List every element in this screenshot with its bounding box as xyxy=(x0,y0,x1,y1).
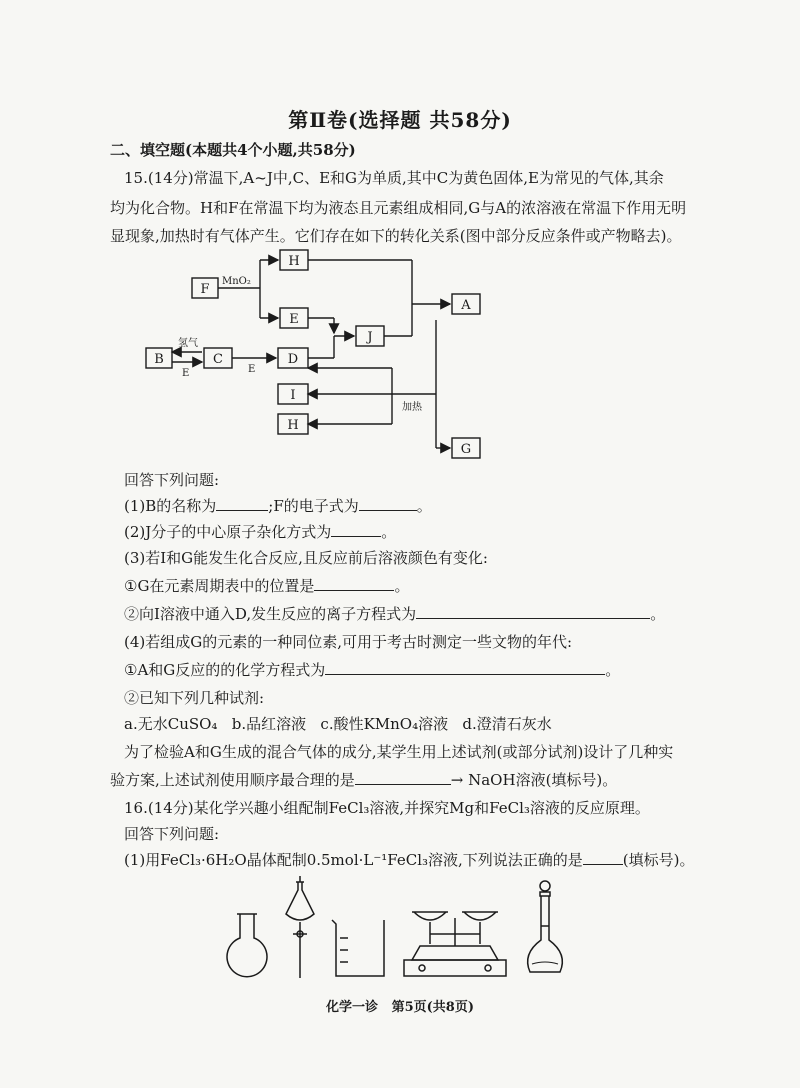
node-E: E xyxy=(289,312,299,327)
q15-plan-line-1: 为了检验A和G生成的混合气体的成分,某学生用上述试剂(或部分试剂)设计了几种实 xyxy=(124,743,674,761)
q16-intro: 16.(14分)某化学兴趣小组配制FeCl₃溶液,并探究Mg和FeCl₃溶液的反应原理。 xyxy=(124,799,650,817)
q15-answer-prompt: 回答下列问题: xyxy=(124,471,220,489)
node-I: I xyxy=(290,388,296,403)
volumetric-flask-icon xyxy=(528,881,563,972)
q15-sub3-1: ①G在元素周期表中的位置是 。 xyxy=(124,577,410,595)
answer-blank-correct-option[interactable] xyxy=(583,850,623,865)
q15-sub1: (1)B的名称为 ;F的电子式为 。 xyxy=(124,497,432,515)
round-bottom-flask-icon xyxy=(227,914,267,977)
separatory-funnel-icon xyxy=(286,876,314,978)
node-C: C xyxy=(213,352,223,367)
hydrogen-label: 氢气 xyxy=(178,338,198,349)
reaction-flow-diagram xyxy=(140,244,500,464)
q15-sub2: (2)J分子的中心原子杂化方式为 。 xyxy=(124,523,397,541)
paper-section-title: 第Ⅱ卷(选择题 共58分) xyxy=(288,108,512,132)
answer-blank-g-position[interactable] xyxy=(314,576,394,591)
heat-label: 加热 xyxy=(402,402,422,413)
q16-answer-prompt: 回答下列问题: xyxy=(124,825,220,843)
pan-balance-icon xyxy=(404,912,506,976)
node-H-bottom: H xyxy=(287,418,299,433)
q15-sub4-2: ②已知下列几种试剂: xyxy=(124,689,265,707)
answer-blank-f-formula[interactable] xyxy=(359,496,417,511)
node-G: G xyxy=(460,442,472,457)
e-label-cd: E xyxy=(248,364,256,375)
page-footer: 化学一诊 第5页(共8页) xyxy=(326,1000,474,1015)
q15-sub3: (3)若I和G能发生化合反应,且反应前后溶液颜色有变化: xyxy=(124,549,488,567)
node-H-top: H xyxy=(288,254,300,269)
q15-intro-line-3: 显现象,加热时有气体产生。它们存在如下的转化关系(图中部分反应条件或产物略去)。 xyxy=(110,227,682,245)
q16-sub1: (1)用FeCl₃·6H₂O晶体配制0.5mol·L⁻¹FeCl₃溶液,下列说法正确的是 (填标号)。 xyxy=(124,851,695,869)
fill-in-section-heading: 二、填空题(本题共4个小题,共58分) xyxy=(110,141,356,159)
q15-sub4: (4)若组成G的元素的一种同位素,可用于考古时测定一些文物的年代: xyxy=(124,633,573,651)
q15-intro-line-2: 均为化合物。H和F在常温下均为液态且元素组成相同,G与A的浓溶液在常温下作用无明 xyxy=(110,199,687,217)
e-label-bc: E xyxy=(182,368,190,379)
node-B: B xyxy=(154,352,164,367)
answer-blank-chemical-equation[interactable] xyxy=(325,660,605,675)
node-F: F xyxy=(200,282,210,297)
beaker-icon xyxy=(332,920,384,976)
mno2-catalyst-label: MnO₂ xyxy=(222,276,251,287)
answer-blank-reagent-order[interactable] xyxy=(355,770,451,785)
node-D: D xyxy=(287,352,299,367)
q15-plan-line-2: 验方案,上述试剂使用顺序最合理的是 → NaOH溶液(填标号)。 xyxy=(110,771,618,789)
answer-blank-hybridization[interactable] xyxy=(331,522,381,537)
lab-equipment-illustration xyxy=(200,868,600,988)
q15-intro-line-1: 15.(14分)常温下,A~J中,C、E和G为单质,其中C为黄色固体,E为常见的气体,其余 xyxy=(124,169,664,187)
node-A: A xyxy=(461,298,471,313)
q15-reagent-list: a.无水CuSO₄ b.品红溶液 c.酸性KMnO₄溶液 d.澄清石灰水 xyxy=(124,715,552,733)
answer-blank-b-name[interactable] xyxy=(216,496,268,511)
node-J: J xyxy=(367,330,373,345)
q15-sub4-1: ①A和G反应的的化学方程式为 。 xyxy=(124,661,621,679)
q15-sub3-2: ②向I溶液中通入D,发生反应的离子方程式为 。 xyxy=(124,605,666,623)
answer-blank-ionic-equation[interactable] xyxy=(416,604,650,619)
